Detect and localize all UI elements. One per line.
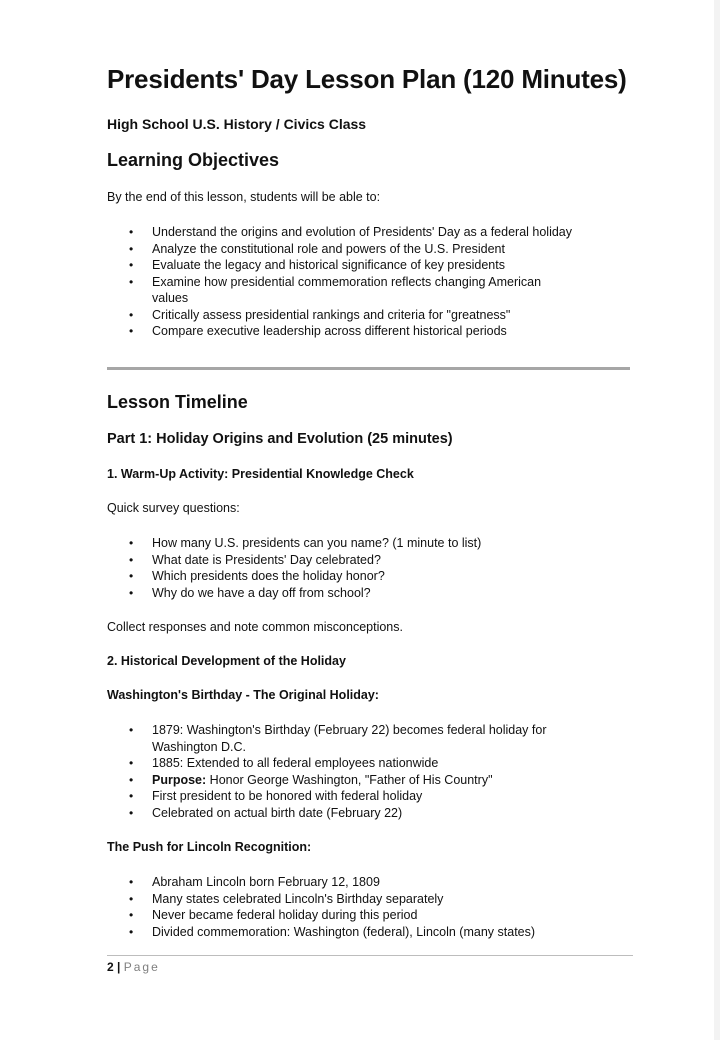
list-item: • Divided commemoration: Washington (federal), Lincoln (many states) <box>107 924 627 941</box>
list-item: • What date is Presidents' Day celebrated? <box>107 552 627 569</box>
list-item <box>107 788 627 805</box>
list-item-text: First president to be honored with federal holiday <box>152 789 423 803</box>
timeline-heading: Lesson Timeline <box>107 392 248 412</box>
survey-list <box>107 535 627 601</box>
list-item: • Evaluate the legacy and historical significance of key presidents <box>107 257 627 274</box>
section-divider <box>107 367 630 370</box>
washington-heading: Washington's Birthday - The Original Holiday: <box>107 688 379 702</box>
objectives-list <box>107 224 627 340</box>
lincoln-list <box>107 874 627 940</box>
washington-list <box>107 722 627 821</box>
list-item-text: Honor George Washington, "Father of His Country" <box>206 772 493 787</box>
part1-heading: Part 1: Holiday Origins and Evolution (25 minutes) <box>107 431 453 447</box>
page-edge <box>714 0 720 1040</box>
list-item: • Abraham Lincoln born February 12, 1809 <box>107 874 627 891</box>
list-item: • Examine how presidential commemoration reflects changing American values <box>107 274 627 307</box>
list-item: • Why do we have a day off from school? <box>107 585 627 602</box>
page-title: Presidents' Day Lesson Plan (120 Minutes) <box>107 64 627 94</box>
page-subtitle: High School U.S. History / Civics Class <box>107 116 367 132</box>
footer-separator: | <box>117 960 121 974</box>
list-item-label: Purpose: <box>152 772 207 787</box>
list-item: • Analyze the constitutional role and powers of the U.S. President <box>107 241 627 258</box>
footer-divider <box>107 955 633 956</box>
objectives-heading: Learning Objectives <box>107 150 280 170</box>
list-item <box>107 755 627 772</box>
list-item: • Critically assess presidential rankings and criteria for "greatness" <box>107 307 627 324</box>
lincoln-heading: The Push for Lincoln Recognition: <box>107 840 312 854</box>
page-label: Page <box>123 960 160 974</box>
list-item: • Never became federal holiday during this period <box>107 907 627 924</box>
list-item: • Understand the origins and evolution of Presidents' Day as a federal holiday <box>107 224 627 241</box>
list-item: • Which presidents does the holiday honor? <box>107 568 627 585</box>
collect-note: Collect responses and note common misconceptions. <box>107 620 403 634</box>
page-footer <box>107 960 160 974</box>
activity1-heading: 1. Warm-Up Activity: Presidential Knowledge Check <box>107 467 414 481</box>
list-item: • Compare executive leadership across different historical periods <box>107 323 627 340</box>
list-item-text: 1885: Extended to all federal employees nationwide <box>152 756 439 770</box>
list-item-text: Celebrated on actual birth date (February 22) <box>152 805 403 820</box>
list-item <box>107 772 627 789</box>
list-item <box>107 722 627 755</box>
objectives-intro: By the end of this lesson, students will be able to: <box>107 190 381 204</box>
activity2-heading: 2. Historical Development of the Holiday <box>107 654 346 668</box>
survey-intro: Quick survey questions: <box>107 501 240 515</box>
list-item: • How many U.S. presidents can you name? (1 minute to list) <box>107 535 627 552</box>
list-item-text: 1879: Washington's Birthday (February 22) becomes federal holiday for Washington D.C. <box>152 723 547 754</box>
list-item: • Many states celebrated Lincoln's Birthday separately <box>107 891 627 908</box>
list-item <box>107 805 627 822</box>
page-number: 2 <box>107 960 114 974</box>
